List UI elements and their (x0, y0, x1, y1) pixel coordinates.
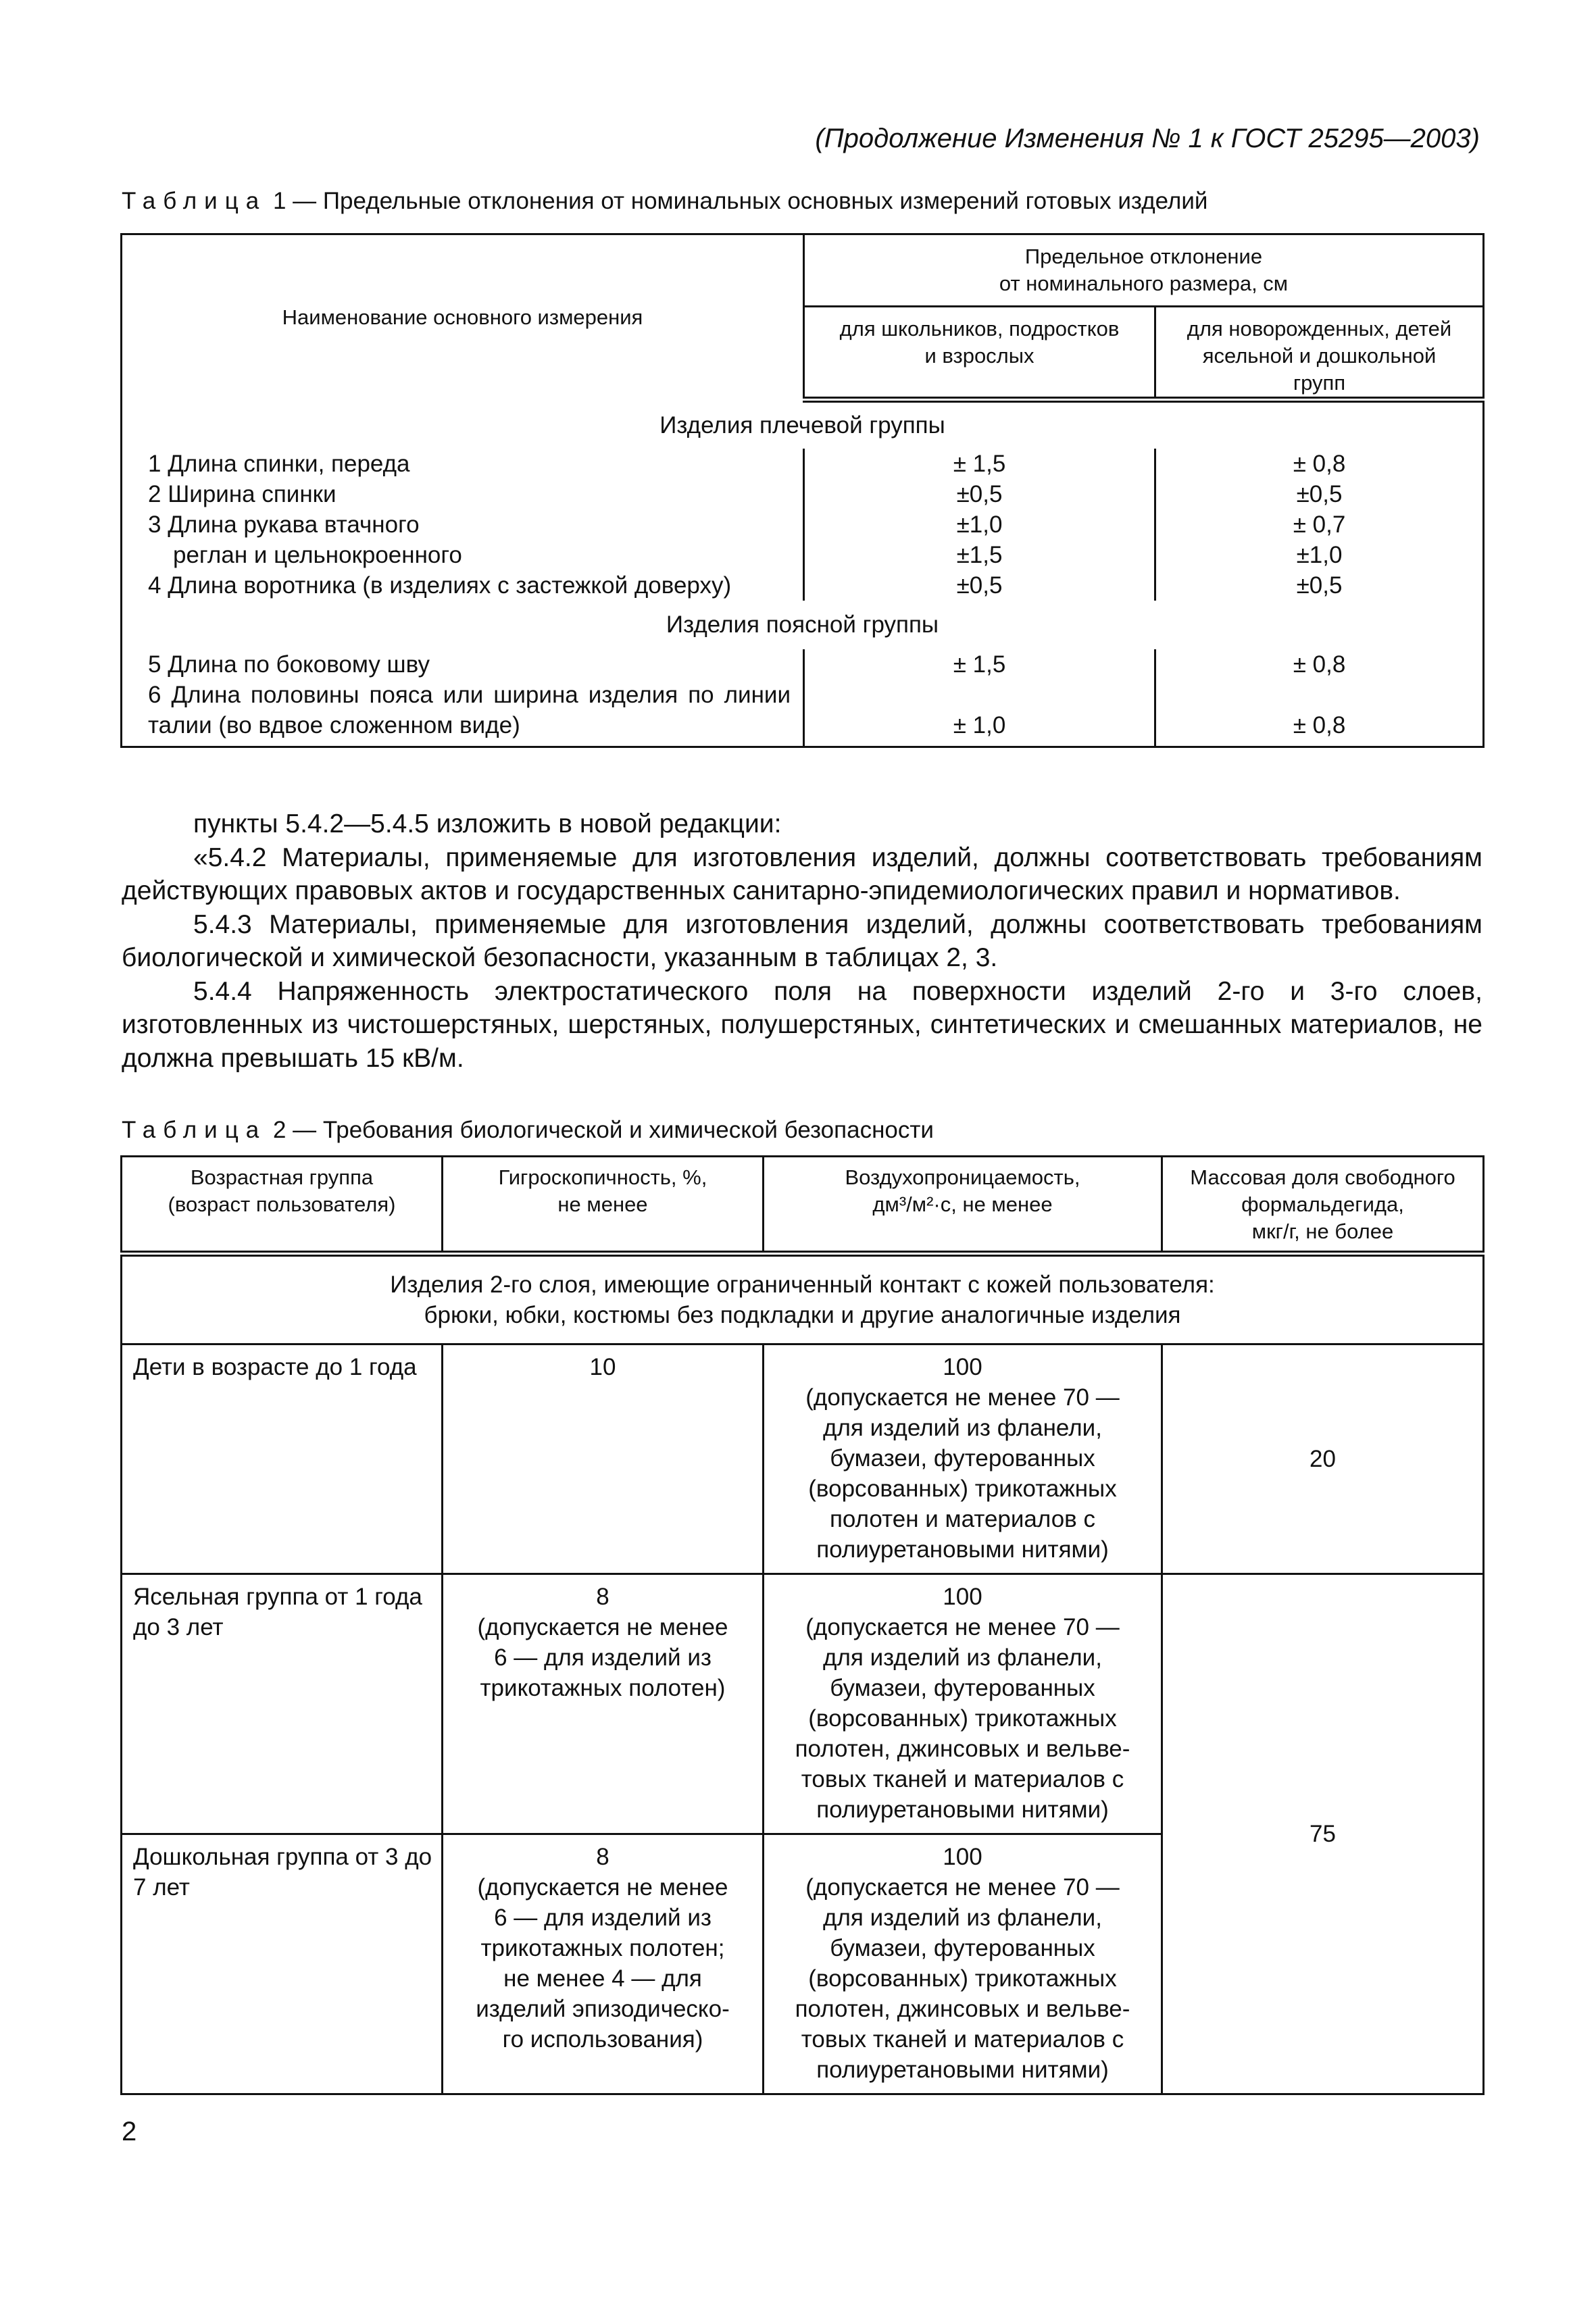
table2-hygro-cell: 8 (допускается не менее 6 — для изделий из трикотажных полотен; не менее 4 — для изделий эпизодическо- го использования) (443, 1834, 764, 2094)
table1-header-col2: для новорожденных, детей ясельной и дошкольной групп (1155, 307, 1484, 400)
table2-air-cell: 100 (допускается не менее 70 — для изделий из фланели, бумазеи, футерованных (ворсованных) трикотажных полотен, джинсовых и вельве- товых тканей и материалов с полиуретановыми нитями) (764, 1574, 1162, 1834)
table1-cell: ± 0,8 (1293, 651, 1346, 678)
table1-row-name: реглан и цельнокроенного (173, 542, 462, 568)
table2-header-hygroscopicity: Гигроскопичность, %, не менее (443, 1157, 764, 1254)
table1-header-name: Наименование основного измерения (122, 234, 804, 400)
table1-col1-values (804, 449, 1155, 601)
table1-names (122, 649, 804, 747)
table1-cell: ± 0,7 (1293, 511, 1346, 538)
table1-cell: ± 0,8 (1293, 712, 1346, 738)
table1-group-title: Изделия плечевой группы (659, 412, 945, 438)
table1-cell: ± 0,8 (1293, 451, 1346, 477)
table1-group-title: Изделия поясной группы (666, 611, 939, 638)
table2-formaldehyde-cell: 20 (1162, 1344, 1484, 1574)
page-number: 2 (122, 2117, 137, 2146)
table2-air-cell: 100 (допускается не менее 70 — для изделий из фланели, бумазеи, футерованных (ворсованных) трикотажных полотен и материалов с полиуретановыми нитями) (764, 1344, 1162, 1574)
table1-cell: ± 1,5 (953, 651, 1006, 678)
table2-group-title: Изделия 2-го слоя, имеющие ограниченный контакт с кожей пользователя: брюки, юбки, костюмы без подкладки и другие аналогичные изделия (122, 1254, 1484, 1344)
table1-row-name: 1 Длина спинки, переда (148, 451, 410, 477)
table2-header-age: Возрастная группа (возраст пользователя) (122, 1157, 443, 1254)
table2-caption-text: 2 — Требования биологической и химической безопасности (266, 1117, 934, 1143)
table1-row-name: 5 Длина по боковому шву (148, 651, 430, 678)
table1-cell: ±1,0 (1296, 542, 1343, 568)
table2-header-formaldehyde: Массовая доля свободного формальдегида, мкг/г, не более (1162, 1157, 1484, 1254)
table1-col2-values (1155, 649, 1484, 747)
body-text (122, 807, 1482, 1075)
table1-cell: ± 1,0 (953, 712, 1006, 738)
table2 (120, 1155, 1485, 2095)
paragraph: 5.4.3 Материалы, применяемые для изготовления изделий, должны соответствовать требованиям биологической и химической безопасности, указанным в таблицах 2, 3. (122, 909, 1482, 972)
table1-cell: ±1,0 (956, 511, 1003, 538)
table1 (120, 233, 1485, 748)
table1-row-name: 6 Длина половины пояса или ширина изделия по линии талии (во вдвое сложенном виде) (148, 682, 791, 738)
table1-header-col1: для школьников, подростков и взрослых (804, 307, 1155, 400)
table1-col2-values (1155, 449, 1484, 601)
table2-hygro-cell: 10 (443, 1344, 764, 1574)
table1-caption-text: 1 — Предельные отклонения от номинальных основных измерений готовых изделий (266, 188, 1208, 214)
table1-cell: ±0,5 (1296, 481, 1343, 507)
table1-row-name: 2 Ширина спинки (148, 481, 336, 507)
paragraph: пункты 5.4.2—5.4.5 изложить в новой редакции: (193, 809, 782, 838)
table2-age-cell: Дети в возрасте до 1 года (122, 1344, 443, 1574)
table2-age-cell: Дошкольная группа от 3 до 7 лет (122, 1834, 443, 2094)
table1-caption-label: Таблица (122, 188, 267, 214)
table1-names (122, 449, 804, 601)
table2-caption (122, 1117, 934, 1144)
table2-age-cell: Ясельная группа от 1 года до 3 лет (122, 1574, 443, 1834)
table1-row-name: 3 Длина рукава втачного (148, 511, 420, 538)
table1-cell: ±1,5 (956, 542, 1003, 568)
table1-col1-values (804, 649, 1155, 747)
table2-air-cell: 100 (допускается не менее 70 — для изделий из фланели, бумазеи, футерованных (ворсованных) трикотажных полотен, джинсовых и вельве- товых тканей и материалов с полиуретановыми нитями) (764, 1834, 1162, 2094)
table2-header-air-permeability: Воздухопроницаемость, дм³/м²·с, не менее (764, 1157, 1162, 1254)
table1-cell: ±0,5 (956, 572, 1003, 599)
page-header: (Продолжение Изменения № 1 к ГОСТ 25295—2003) (815, 124, 1480, 153)
table1-row-name: 4 Длина воротника (в изделиях с застежкой доверху) (148, 572, 732, 599)
paragraph: «5.4.2 Материалы, применяемые для изготовления изделий, должны соответствовать требованиям действующих правовых актов и государственных санитарно-эпидемиологических правил и нормативов. (122, 842, 1482, 905)
paragraph: 5.4.4 Напряженность электростатического поля на поверхности изделий 2-го и 3-го слоев, изготовленных из чистошерстяных, шерстяных, полушерстяных, синтетических и смешанных материалов, не должна превышать 15 кВ/м. (122, 976, 1482, 1073)
table1-header-deviation: Предельное отклонение от номинального размера, см (804, 234, 1484, 307)
table2-formaldehyde-cell: 75 (1162, 1574, 1484, 2094)
table2-caption-label: Таблица (122, 1117, 267, 1143)
table1-caption (122, 188, 1207, 215)
table1-cell: ±0,5 (956, 481, 1003, 507)
table1-cell: ± 1,5 (953, 451, 1006, 477)
table1-cell: ±0,5 (1296, 572, 1343, 599)
table2-hygro-cell: 8 (допускается не менее 6 — для изделий из трикотажных полотен) (443, 1574, 764, 1834)
